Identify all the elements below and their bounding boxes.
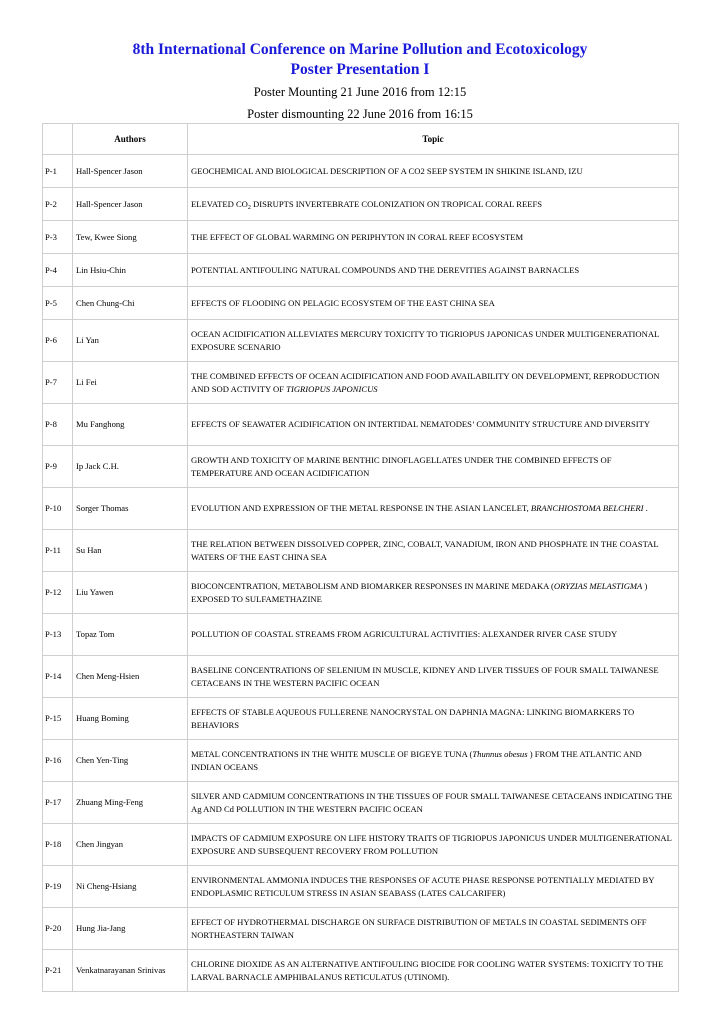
poster-topic — [188, 950, 679, 992]
conference-title: 8th International Conference on Marine Pollution and Ecotoxicology — [132, 41, 588, 58]
poster-number: P-9 — [43, 446, 73, 488]
table-row — [43, 824, 679, 866]
poster-author: Chen Meng-Hsien — [73, 656, 188, 698]
topic-segment: TIGRIOPUS JAPONICUS — [286, 383, 378, 394]
poster-topic — [188, 698, 679, 740]
poster-topic — [188, 614, 679, 656]
poster-topic — [188, 866, 679, 908]
poster-author: Tew, Kwee Siong — [73, 221, 188, 254]
table-row — [43, 656, 679, 698]
poster-author: Sorger Thomas — [73, 488, 188, 530]
poster-author: Mu Fanghong — [73, 404, 188, 446]
poster-number: P-2 — [43, 188, 73, 221]
table-row — [43, 572, 679, 614]
table-row — [43, 221, 679, 254]
header-number — [43, 124, 73, 155]
table-row — [43, 740, 679, 782]
session-title: Poster Presentation I — [290, 61, 430, 78]
topic-segment: ELEVATED CO — [191, 198, 248, 209]
table-row — [43, 188, 679, 221]
poster-author: Topaz Tom — [73, 614, 188, 656]
poster-topic — [188, 656, 679, 698]
poster-topic — [188, 254, 679, 287]
table-row — [43, 698, 679, 740]
topic-segment: GROWTH AND TOXICITY OF MARINE BENTHIC DINOFLAGELLATES UNDER THE COMBINED EFFECTS OF TEMPERATURE AND OCEAN ACIDIFICATION — [191, 455, 612, 478]
topic-segment: ORYZIAS MELASTIGMA — [553, 581, 643, 591]
poster-author: Ip Jack C.H. — [73, 446, 188, 488]
poster-topic — [188, 530, 679, 572]
topic-segment: ENVIRONMENTAL AMMONIA INDUCES THE RESPONSES OF ACUTE PHASE RESPONSE POTENTIALLY MEDIATED BY ENDOPLASMIC RETICULUM STRESS IN ASIAN SEABASS (LATES CALCARIFER) — [191, 875, 655, 898]
topic-segment: DISRUPTS INVERTEBRATE COLONIZATION ON TROPICAL CORAL REEFS — [250, 198, 543, 209]
topic-segment: CHLORINE DIOXIDE AS AN ALTERNATIVE ANTIFOULING BIOCIDE FOR COOLING WATER SYSTEMS: TOXICITY TO THE LARVAL BARNACLE AMPHIBALANUS RETICULATUS (UTINOMI). — [191, 959, 664, 982]
poster-author: Li Yan — [73, 320, 188, 362]
table-row — [43, 287, 679, 320]
table-row — [43, 614, 679, 656]
table-header-row — [43, 124, 679, 155]
poster-topic — [188, 446, 679, 488]
topic-segment: THE RELATION BETWEEN DISSOLVED COPPER, ZINC, COBALT, VANADIUM, IRON AND PHOSPHATE IN THE COASTAL WATERS OF THE EAST CHINA SEA — [191, 539, 659, 562]
poster-number: P-16 — [43, 740, 73, 782]
topic-segment: POTENTIAL ANTIFOULING NATURAL COMPOUNDS AND THE DEREVITIES AGAINST BARNACLES — [191, 264, 580, 275]
poster-number: P-8 — [43, 404, 73, 446]
table-row — [43, 254, 679, 287]
poster-number: P-13 — [43, 614, 73, 656]
topic-segment: Thunnus obesus — [472, 749, 528, 759]
poster-topic — [188, 362, 679, 404]
poster-topic — [188, 188, 679, 221]
poster-topic — [188, 287, 679, 320]
table-row — [43, 362, 679, 404]
poster-number: P-10 — [43, 488, 73, 530]
poster-author: Li Fei — [73, 362, 188, 404]
topic-segment: BRANCHIOSTOMA BELCHERI — [530, 503, 644, 514]
topic-segment: SILVER AND CADMIUM CONCENTRATIONS IN THE TISSUES OF FOUR SMALL TAIWANESE CETACEANS INDICATING THE Ag AND Cd POLLUTION IN THE WESTERN PACIFIC OCEAN — [191, 791, 673, 814]
poster-number: P-6 — [43, 320, 73, 362]
poster-number: P-21 — [43, 950, 73, 992]
poster-topic — [188, 488, 679, 530]
poster-author: Hall-Spencer Jason — [73, 188, 188, 221]
poster-topic — [188, 221, 679, 254]
topic-segment: ) FROM THE ATLANTIC AND INDIAN OCEANS — [191, 749, 642, 772]
poster-author: Hung Jia-Jang — [73, 908, 188, 950]
poster-number: P-3 — [43, 221, 73, 254]
table-row — [43, 866, 679, 908]
topic-segment: EFFECTS OF STABLE AQUEOUS FULLERENE NANOCRYSTAL ON DAPHNIA MAGNA: LINKING BIOMARKERS TO BEHAVIORS — [191, 707, 635, 730]
topic-segment: EFFECTS OF SEAWATER ACIDIFICATION ON INTERTIDAL NEMATODES’ COMMUNITY STRUCTURE AND DIVERSITY — [191, 419, 651, 430]
topic-segment: OCEAN ACIDIFICATION ALLEVIATES MERCURY TOXICITY TO TIGRIOPUS JAPONICAS UNDER MULTIGENERATIONAL EXPOSURE SCENARIO — [191, 329, 659, 352]
poster-topic — [188, 908, 679, 950]
poster-topic — [188, 155, 679, 188]
topic-segment: . — [643, 503, 648, 514]
table-row — [43, 908, 679, 950]
poster-number: P-20 — [43, 908, 73, 950]
topic-segment: EFFECTS OF FLOODING ON PELAGIC ECOSYSTEM OF THE EAST CHINA SEA — [191, 297, 495, 308]
topic-segment: 2 — [247, 204, 251, 211]
poster-author: Huang Boming — [73, 698, 188, 740]
poster-dismounting-time: Poster dismounting 22 June 2016 from 16:15 — [247, 107, 473, 121]
poster-number: P-12 — [43, 572, 73, 614]
topic-segment: BASELINE CONCENTRATIONS OF SELENIUM IN MUSCLE, KIDNEY AND LIVER TISSUES OF FOUR SMALL TAIWANESE CETACEANS IN THE WESTERN PACIFIC OCEAN — [191, 665, 659, 688]
poster-topic — [188, 320, 679, 362]
poster-author: Zhuang Ming-Feng — [73, 782, 188, 824]
poster-number: P-15 — [43, 698, 73, 740]
header-authors: Authors — [73, 124, 188, 155]
table-row — [43, 488, 679, 530]
poster-author: Hall-Spencer Jason — [73, 155, 188, 188]
topic-segment: THE COMBINED EFFECTS OF OCEAN ACIDIFICATION AND FOOD AVAILABILITY ON DEVELOPMENT, REPRODUCTION AND SOD ACTIVITY OF — [191, 371, 660, 394]
poster-author: Chen Yen-Ting — [73, 740, 188, 782]
poster-mounting-time: Poster Mounting 21 June 2016 from 12:15 — [253, 85, 467, 99]
topic-segment: METAL CONCENTRATIONS IN THE WHITE MUSCLE OF BIGEYE TUNA ( — [191, 749, 473, 759]
poster-number: P-18 — [43, 824, 73, 866]
poster-author: Su Han — [73, 530, 188, 572]
poster-author: Chen Chung-Chi — [73, 287, 188, 320]
poster-author: Venkatnarayanan Srinivas — [73, 950, 188, 992]
topic-segment: GEOCHEMICAL AND BIOLOGICAL DESCRIPTION OF A CO2 SEEP SYSTEM IN SHIKINE ISLAND, IZU — [191, 165, 583, 176]
poster-author: Ni Cheng-Hsiang — [73, 866, 188, 908]
poster-topic — [188, 824, 679, 866]
poster-author: Lin Hsiu-Chin — [73, 254, 188, 287]
table-row — [43, 155, 679, 188]
poster-topic — [188, 782, 679, 824]
topic-segment: THE EFFECT OF GLOBAL WARMING ON PERIPHYTON IN CORAL REEF ECOSYSTEM — [191, 231, 524, 242]
poster-number: P-14 — [43, 656, 73, 698]
poster-author: Chen Jingyan — [73, 824, 188, 866]
table-row — [43, 404, 679, 446]
table-row — [43, 530, 679, 572]
poster-table — [42, 123, 678, 992]
topic-segment: POLLUTION OF COASTAL STREAMS FROM AGRICULTURAL ACTIVITIES: ALEXANDER RIVER CASE STUDY — [191, 629, 618, 640]
table-row — [43, 950, 679, 992]
poster-number: P-7 — [43, 362, 73, 404]
topic-segment: EFFECT OF HYDROTHERMAL DISCHARGE ON SURFACE DISTRIBUTION OF METALS IN COASTAL SEDIMENTS OFF NORTHEASTERN TAIWAN — [191, 917, 647, 940]
poster-number: P-5 — [43, 287, 73, 320]
poster-topic — [188, 572, 679, 614]
topic-segment: ) EXPOSED TO SULFAMETHAZINE — [191, 581, 648, 604]
poster-topic — [188, 740, 679, 782]
header-topic: Topic — [188, 124, 679, 155]
topic-segment: IMPACTS OF CADMIUM EXPOSURE ON LIFE HISTORY TRAITS OF TIGRIOPUS JAPONICUS UNDER MULTIGENERATIONAL EXPOSURE AND SUBSEQUENT RECOVERY FROM POLLUTION — [191, 833, 672, 856]
table-row — [43, 446, 679, 488]
poster-number: P-11 — [43, 530, 73, 572]
table-row — [43, 782, 679, 824]
table-row — [43, 320, 679, 362]
poster-author: Liu Yawen — [73, 572, 188, 614]
poster-number: P-4 — [43, 254, 73, 287]
topic-segment: BIOCONCENTRATION, METABOLISM AND BIOMARKER RESPONSES IN MARINE MEDAKA ( — [191, 581, 554, 591]
poster-number: P-19 — [43, 866, 73, 908]
poster-number: P-17 — [43, 782, 73, 824]
poster-topic — [188, 404, 679, 446]
topic-segment: EVOLUTION AND EXPRESSION OF THE METAL RESPONSE IN THE ASIAN LANCELET, — [191, 503, 531, 514]
poster-number: P-1 — [43, 155, 73, 188]
